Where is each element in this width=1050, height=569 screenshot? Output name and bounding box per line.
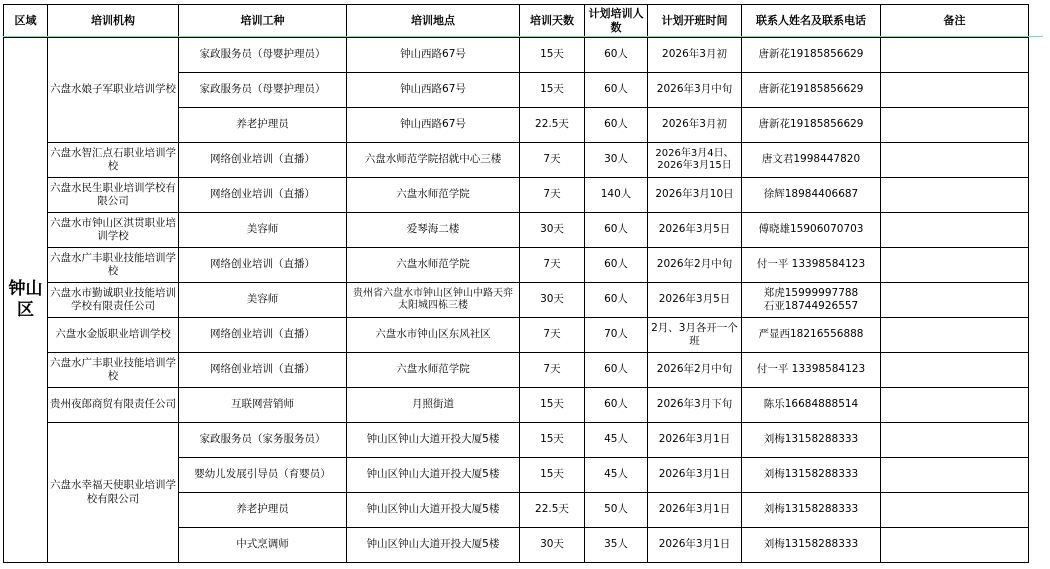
trade-cell[interactable]: 互联网营销师 <box>179 388 347 423</box>
start-cell[interactable]: 2026年3月5日 <box>648 283 742 318</box>
start-cell[interactable]: 2026年3月1日 <box>648 528 742 563</box>
trade-cell[interactable]: 家政服务员（母婴护理员） <box>179 38 347 73</box>
start-cell[interactable]: 2026年3月1日 <box>648 423 742 458</box>
contact-cell[interactable]: 刘梅13158288333 <box>742 493 881 528</box>
days-cell[interactable]: 15天 <box>520 38 585 73</box>
start-cell[interactable]: 2026年3月10日 <box>648 178 742 213</box>
count-cell[interactable]: 140人 <box>585 178 648 213</box>
header-trade[interactable]: 培训工种 <box>179 5 347 38</box>
location-cell[interactable]: 钟山区钟山大道开投大厦5楼 <box>347 423 520 458</box>
notes-cell[interactable] <box>881 318 1029 353</box>
institution-cell[interactable]: 六盘水广丰职业技能培训学校 <box>48 353 179 388</box>
region-cell[interactable]: 钟山区 <box>4 38 48 563</box>
count-cell[interactable]: 50人 <box>585 493 648 528</box>
notes-cell[interactable] <box>881 528 1029 563</box>
header-row <box>4 5 1029 38</box>
days-cell[interactable]: 15天 <box>520 423 585 458</box>
notes-cell[interactable] <box>881 248 1029 283</box>
contact-cell[interactable]: 刘梅13158288333 <box>742 458 881 493</box>
location-cell[interactable]: 贵州省六盘水市钟山区钟山中路天弈太阳城四栋三楼 <box>347 283 520 318</box>
trade-cell[interactable]: 家政服务员（家务服务员） <box>179 423 347 458</box>
header-divider <box>3 36 1043 37</box>
contact-cell[interactable]: 严显西18216556888 <box>742 318 881 353</box>
days-cell[interactable]: 15天 <box>520 73 585 108</box>
contact-cell[interactable] <box>742 283 881 318</box>
trade-cell[interactable]: 美容师 <box>179 283 347 318</box>
institution-cell[interactable]: 六盘水金版职业培训学校 <box>48 318 179 353</box>
trade-cell[interactable]: 家政服务员（母婴护理员） <box>179 73 347 108</box>
days-cell[interactable]: 30天 <box>520 283 585 318</box>
institution-cell[interactable]: 六盘水民生职业培训学校有限公司 <box>48 178 179 213</box>
days-cell[interactable]: 30天 <box>520 528 585 563</box>
count-cell[interactable]: 70人 <box>585 318 648 353</box>
start-cell[interactable]: 2026年3月初 <box>648 108 742 143</box>
count-cell[interactable]: 60人 <box>585 73 648 108</box>
institution-cell[interactable]: 六盘水幸福天使职业培训学校有限公司 <box>48 423 179 563</box>
institution-cell[interactable]: 六盘水市勤诚职业技能培训学校有限责任公司 <box>48 283 179 318</box>
contact-cell[interactable]: 唐新花19185856629 <box>742 38 881 73</box>
trade-cell[interactable]: 网络创业培训（直播） <box>179 318 347 353</box>
count-cell[interactable]: 35人 <box>585 528 648 563</box>
start-cell[interactable]: 2026年3月1日 <box>648 458 742 493</box>
header-days[interactable]: 培训天数 <box>520 5 585 38</box>
table-row <box>4 388 1029 423</box>
table-row <box>4 143 1029 178</box>
institution-cell[interactable]: 六盘水广丰职业技能培训学校 <box>48 248 179 283</box>
location-cell[interactable]: 六盘水师范学院 <box>347 353 520 388</box>
location-cell[interactable]: 爱琴海二楼 <box>347 213 520 248</box>
trade-cell[interactable]: 美容师 <box>179 213 347 248</box>
contact-cell[interactable]: 付一平 13398584123 <box>742 248 881 283</box>
location-cell[interactable]: 六盘水市钟山区东风社区 <box>347 318 520 353</box>
contact-cell[interactable]: 唐新花19185856629 <box>742 108 881 143</box>
table-row <box>4 423 1029 458</box>
header-location[interactable]: 培训地点 <box>347 5 520 38</box>
training-table <box>3 4 1029 563</box>
contact-cell[interactable]: 付一平 13398584123 <box>742 353 881 388</box>
days-cell[interactable]: 22.5天 <box>520 493 585 528</box>
start-cell[interactable]: 2026年3月4日、2026年3月15日 <box>648 143 742 178</box>
location-cell[interactable]: 钟山区钟山大道开投大厦5楼 <box>347 458 520 493</box>
notes-cell[interactable] <box>881 388 1029 423</box>
trade-cell[interactable]: 中式烹调师 <box>179 528 347 563</box>
location-cell[interactable]: 钟山区钟山大道开投大厦5楼 <box>347 528 520 563</box>
header-notes[interactable]: 备注 <box>881 5 1029 38</box>
institution-cell[interactable]: 六盘水智汇点石职业培训学校 <box>48 143 179 178</box>
trade-cell[interactable]: 网络创业培训（直播） <box>179 248 347 283</box>
days-cell[interactable]: 7天 <box>520 318 585 353</box>
location-cell[interactable]: 六盘水师范学院 <box>347 178 520 213</box>
count-cell[interactable]: 60人 <box>585 108 648 143</box>
notes-cell[interactable] <box>881 493 1029 528</box>
header-planned-count[interactable]: 计划培训人数 <box>585 5 648 38</box>
trade-cell[interactable]: 养老护理员 <box>179 493 347 528</box>
location-cell[interactable]: 钟山区钟山大道开投大厦5楼 <box>347 493 520 528</box>
institution-cell[interactable]: 贵州夜郎商贸有限责任公司 <box>48 388 179 423</box>
table-row <box>4 283 1029 318</box>
header-contact[interactable]: 联系人姓名及联系电话 <box>742 5 881 38</box>
institution-cell[interactable]: 六盘水娘子军职业培训学校 <box>48 38 179 143</box>
location-cell[interactable]: 六盘水师范学院 <box>347 248 520 283</box>
trade-cell[interactable]: 养老护理员 <box>179 108 347 143</box>
days-cell[interactable]: 22.5天 <box>520 108 585 143</box>
days-cell[interactable]: 30天 <box>520 213 585 248</box>
notes-cell[interactable] <box>881 108 1029 143</box>
contact-cell[interactable]: 刘梅13158288333 <box>742 528 881 563</box>
days-cell[interactable]: 7天 <box>520 143 585 178</box>
notes-cell[interactable] <box>881 458 1029 493</box>
trade-cell[interactable]: 网络创业培训（直播） <box>179 353 347 388</box>
contact-cell[interactable]: 唐新花19185856629 <box>742 73 881 108</box>
table-row <box>4 353 1029 388</box>
location-cell[interactable]: 月照街道 <box>347 388 520 423</box>
header-region[interactable]: 区域 <box>4 5 48 38</box>
contact-cell[interactable]: 傅晓雄15906070703 <box>742 213 881 248</box>
count-cell[interactable]: 30人 <box>585 143 648 178</box>
count-cell[interactable]: 60人 <box>585 353 648 388</box>
table-row <box>4 38 1029 73</box>
days-cell[interactable]: 15天 <box>520 458 585 493</box>
header-start-time[interactable]: 计划开班时间 <box>648 5 742 38</box>
start-cell[interactable]: 2026年2月中旬 <box>648 353 742 388</box>
table-row <box>4 178 1029 213</box>
contact-cell[interactable]: 刘梅13158288333 <box>742 423 881 458</box>
contact-cell[interactable]: 徐辉18984406687 <box>742 178 881 213</box>
count-cell[interactable]: 45人 <box>585 458 648 493</box>
table-row <box>4 248 1029 283</box>
contact-cell[interactable]: 陈乐16684888514 <box>742 388 881 423</box>
header-institution[interactable]: 培训机构 <box>48 5 179 38</box>
days-cell[interactable]: 7天 <box>520 353 585 388</box>
notes-cell[interactable] <box>881 178 1029 213</box>
count-cell[interactable]: 60人 <box>585 38 648 73</box>
notes-cell[interactable] <box>881 423 1029 458</box>
start-cell[interactable]: 2026年3月中旬 <box>648 73 742 108</box>
start-cell[interactable]: 2026年3月初 <box>648 38 742 73</box>
start-cell[interactable]: 2026年3月5日 <box>648 213 742 248</box>
trade-cell[interactable]: 网络创业培训（直播） <box>179 143 347 178</box>
start-cell[interactable]: 2026年3月1日 <box>648 493 742 528</box>
institution-cell[interactable]: 六盘水市钟山区淇贯职业培训学校 <box>48 213 179 248</box>
notes-cell[interactable] <box>881 143 1029 178</box>
location-cell[interactable]: 钟山西路67号 <box>347 73 520 108</box>
count-cell[interactable]: 60人 <box>585 213 648 248</box>
notes-cell[interactable] <box>881 38 1029 73</box>
location-cell[interactable]: 钟山西路67号 <box>347 108 520 143</box>
days-cell[interactable]: 7天 <box>520 248 585 283</box>
table-row <box>4 213 1029 248</box>
contact-cell[interactable]: 唐文君1998447820 <box>742 143 881 178</box>
notes-cell[interactable] <box>881 73 1029 108</box>
notes-cell[interactable] <box>881 283 1029 318</box>
start-cell[interactable]: 2月、3月各开一个班 <box>648 318 742 353</box>
table-row <box>4 318 1029 353</box>
count-cell[interactable]: 45人 <box>585 423 648 458</box>
count-cell[interactable]: 60人 <box>585 388 648 423</box>
contact-line: 石亚18744926557 <box>763 300 859 312</box>
notes-cell[interactable] <box>881 353 1029 388</box>
location-cell[interactable]: 六盘水师范学院招就中心三楼 <box>347 143 520 178</box>
trade-cell[interactable]: 网络创业培训（直播） <box>179 178 347 213</box>
trade-cell[interactable]: 婴幼儿发展引导员（育婴员） <box>179 458 347 493</box>
start-cell[interactable]: 2026年2月中旬 <box>648 248 742 283</box>
contact-line: 郑虎15999997788 <box>763 286 859 299</box>
count-cell[interactable]: 60人 <box>585 283 648 318</box>
notes-cell[interactable] <box>881 213 1029 248</box>
count-cell[interactable]: 60人 <box>585 248 648 283</box>
start-cell[interactable]: 2026年3月下旬 <box>648 388 742 423</box>
days-cell[interactable]: 7天 <box>520 178 585 213</box>
days-cell[interactable]: 15天 <box>520 388 585 423</box>
location-cell[interactable]: 钟山西路67号 <box>347 38 520 73</box>
